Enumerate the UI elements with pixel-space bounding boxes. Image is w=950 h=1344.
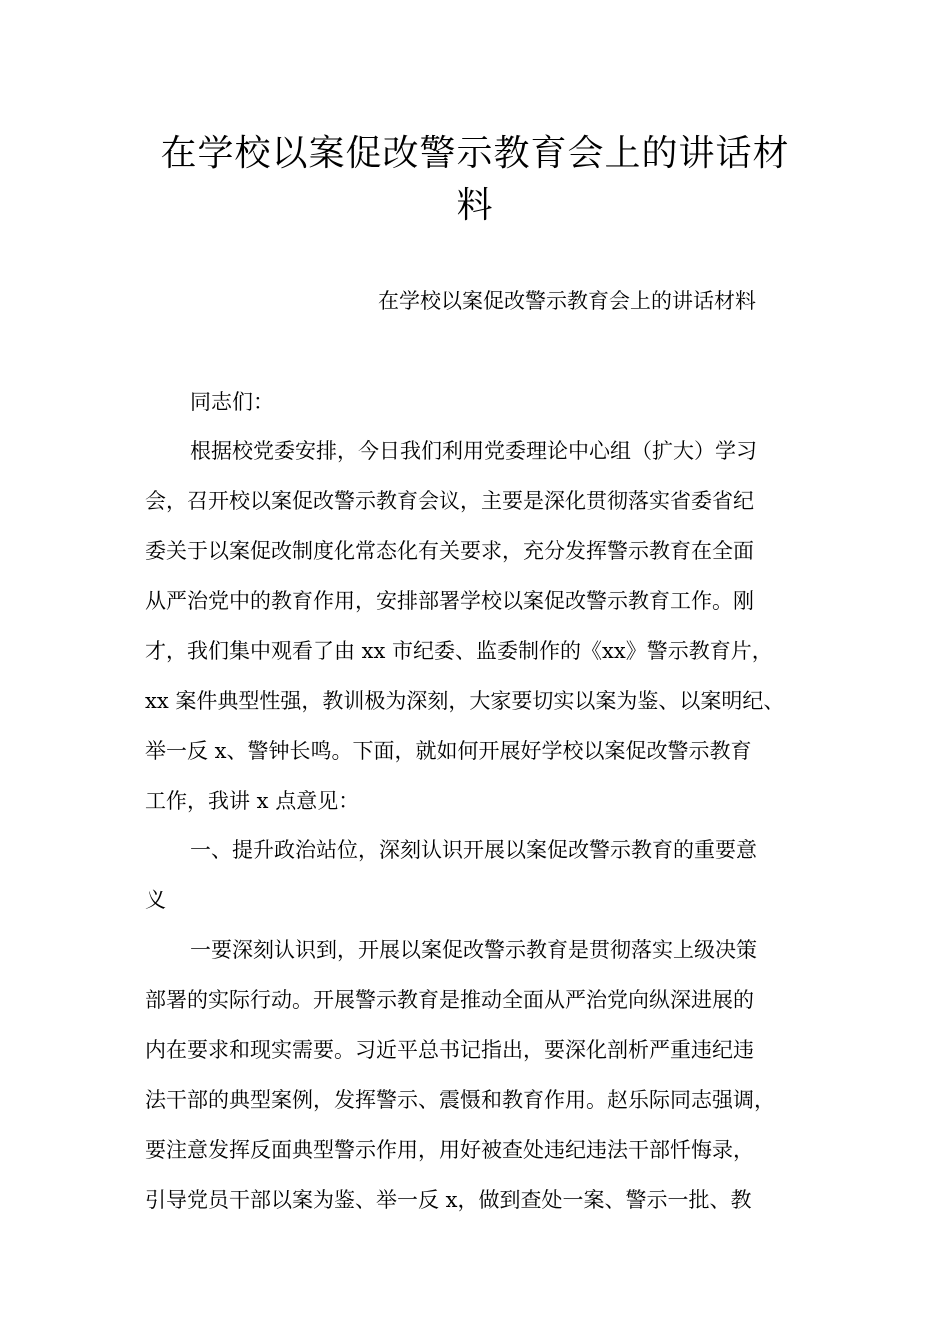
document-title: [0, 128, 950, 232]
paragraph-line: 要注意发挥反面典型警示作用，用好被查处违纪违法干部忏悔录，: [145, 1138, 754, 1162]
salutation: 同志们：: [190, 390, 274, 414]
paragraph-line: 一要深刻认识到，开展以案促改警示教育是贯彻落实上级决策: [190, 938, 757, 962]
paragraph-line: 法干部的典型案例，发挥警示、震慑和教育作用。赵乐际同志强调，: [145, 1088, 775, 1112]
paragraph-line: 举一反 x、警钟长鸣。下面，就如何开展好学校以案促改警示教育: [145, 739, 752, 763]
paragraph-line: 从严治党中的教育作用，安排部署学校以案促改警示教育工作。刚: [145, 589, 754, 613]
paragraph-line: xx 案件典型性强，教训极为深刻，大家要切实以案为鉴、以案明纪、: [145, 689, 785, 713]
paragraph-line: 内在要求和现实需要。习近平总书记指出，要深化剖析严重违纪违: [145, 1038, 754, 1062]
paragraph-line: 委关于以案促改制度化常态化有关要求，充分发挥警示教育在全面: [145, 539, 754, 563]
paragraph-line: 才，我们集中观看了由 xx 市纪委、监委制作的《xx》警示教育片，: [145, 639, 773, 663]
title-line-1: 在学校以案促改警示教育会上的讲话材: [160, 133, 790, 174]
paragraph-line: 部署的实际行动。开展警示教育是推动全面从严治党向纵深进展的: [145, 988, 754, 1012]
paragraph-line: 引导党员干部以案为鉴、举一反 x，做到查处一案、警示一批、教: [145, 1188, 752, 1212]
section-heading-line: 义: [145, 888, 166, 912]
paragraph-line: 根据校党委安排，今日我们利用党委理论中心组（扩大）学习: [190, 439, 757, 463]
title-line-2: 料: [456, 185, 494, 226]
document-subtitle: 在学校以案促改警示教育会上的讲话材料: [378, 289, 756, 313]
paragraph-line: 工作，我讲 x 点意见：: [145, 789, 360, 813]
paragraph-line: 会，召开校以案促改警示教育会议，主要是深化贯彻落实省委省纪: [145, 489, 754, 513]
section-heading-line: 一、提升政治站位，深刻认识开展以案促改警示教育的重要意: [190, 838, 757, 862]
